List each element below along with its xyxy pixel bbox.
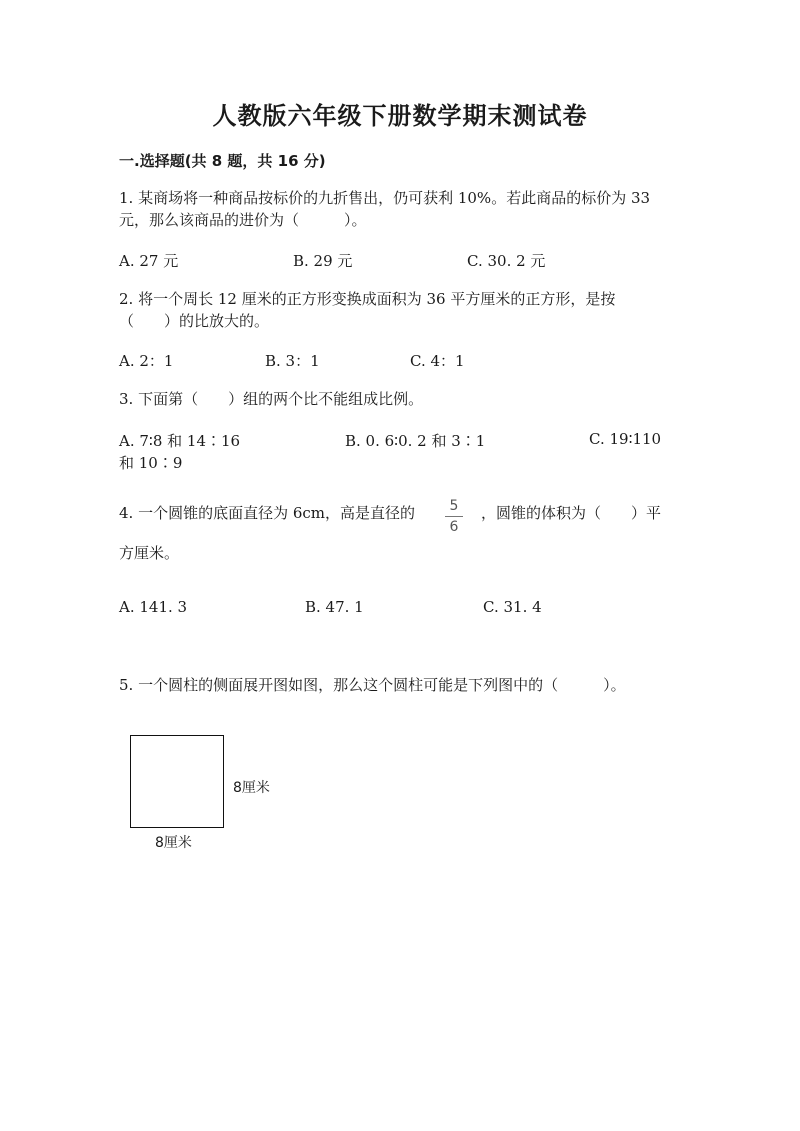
question-2-line-1: 2. 将一个周长 12 厘米的正方形变换成面积为 36 平方厘米的正方形，是按 <box>119 290 616 308</box>
fraction-five-sixths <box>441 497 467 536</box>
question-4-option-b: B. 47. 1 <box>305 598 364 616</box>
question-3-option-b: B. 0. 6∶0. 2 和 3∶1 <box>345 432 486 450</box>
question-5-line-1: 5. 一个圆柱的侧面展开图如图，那么这个圆柱可能是下列图中的（ ）。 <box>119 676 626 694</box>
page-title: 人教版六年级下册数学期末测试卷 <box>212 101 588 130</box>
question-3-option-c-continued: 和 10∶9 <box>119 454 183 472</box>
question-4-line-2: 方厘米。 <box>119 544 180 562</box>
fraction-bar <box>445 516 463 517</box>
question-4-line-1-after: ，圆锥的体积为（ ）平 <box>481 504 662 522</box>
question-2-option-c: C. 4：1 <box>410 352 465 370</box>
question-4-line-1-before: 4. 一个圆锥的底面直径为 6cm，高是直径的 <box>119 504 416 522</box>
question-3-option-a: A. 7∶8 和 14∶16 <box>119 432 241 450</box>
question-1-option-c: C. 30. 2 元 <box>467 252 546 270</box>
question-4-option-a: A. 141. 3 <box>119 598 188 616</box>
cylinder-net-square <box>130 735 224 828</box>
question-2-option-b: B. 3：1 <box>265 352 320 370</box>
square-side-label-right: 8厘米 <box>233 780 270 796</box>
fraction-denominator: 6 <box>449 519 459 535</box>
question-4-option-c: C. 31. 4 <box>483 598 542 616</box>
question-1-line-1: 1. 某商场将一种商品按标价的九折售出，仍可获利 10%。若此商品的标价为 33 <box>119 189 651 207</box>
fraction-numerator: 5 <box>449 498 459 514</box>
square-side-label-bottom: 8厘米 <box>155 835 192 851</box>
question-3-option-c: C. 19∶110 <box>589 430 662 448</box>
question-3-line-1: 3. 下面第（ ）组的两个比不能组成比例。 <box>119 390 424 408</box>
question-1-option-a: A. 27 元 <box>119 252 179 270</box>
question-2-line-2: （ ）的比放大的。 <box>119 312 270 330</box>
question-2-option-a: A. 2：1 <box>119 352 174 370</box>
question-1-line-2: 元，那么该商品的进价为（ ）。 <box>119 211 367 229</box>
section-heading: 一.选择题(共 8 题，共 16 分) <box>119 152 326 170</box>
question-1-option-b: B. 29 元 <box>293 252 353 270</box>
